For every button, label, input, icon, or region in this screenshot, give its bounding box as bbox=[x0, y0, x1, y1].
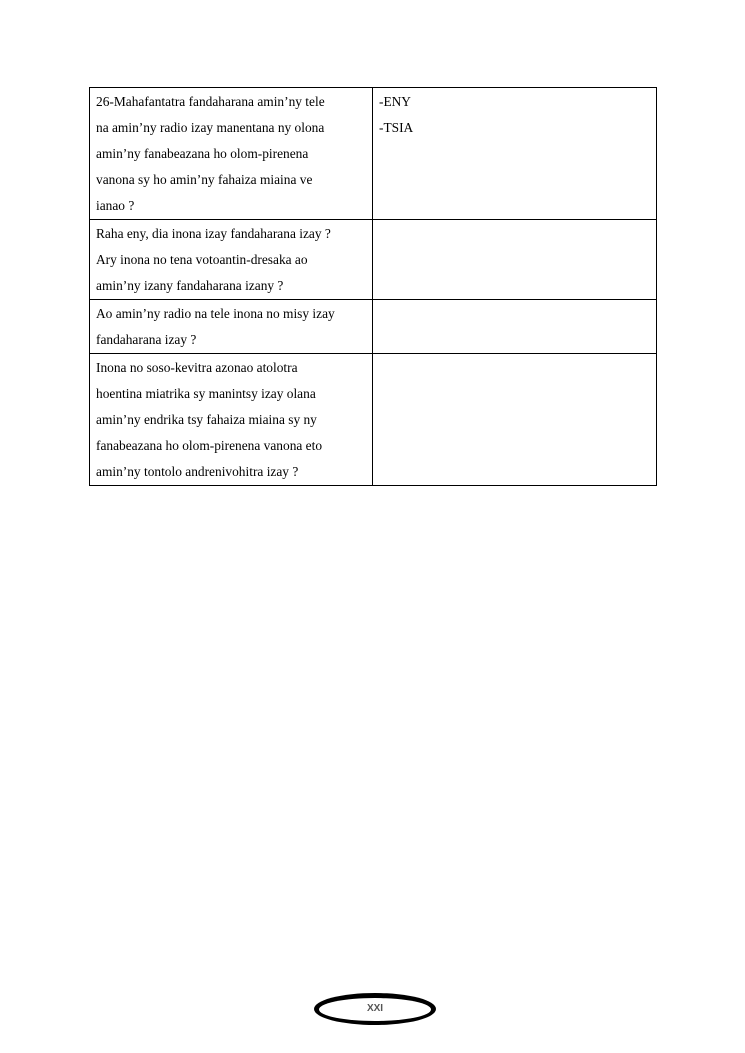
page-number: XXI bbox=[366, 1003, 384, 1014]
answer-option-yes: -ENY bbox=[379, 94, 411, 109]
question-line: fandaharana izay ? bbox=[96, 332, 197, 347]
answer-cell bbox=[373, 354, 657, 486]
table-row bbox=[90, 88, 657, 220]
question-line: hoentina miatrika sy manintsy izay olana bbox=[96, 386, 316, 401]
question-line: Ao amin’ny radio na tele inona no misy izay bbox=[96, 306, 335, 321]
survey-table bbox=[89, 87, 657, 486]
question-line: amin’ny endrika tsy fahaiza miaina sy ny bbox=[96, 412, 317, 427]
question-cell bbox=[90, 300, 373, 354]
question-cell bbox=[90, 88, 373, 220]
question-line: Raha eny, dia inona izay fandaharana izay ? bbox=[96, 226, 331, 241]
answer-cell bbox=[373, 88, 657, 220]
table-row bbox=[90, 220, 657, 300]
question-line: Ary inona no tena votoantin-dresaka ao bbox=[96, 252, 308, 267]
question-line: ianao ? bbox=[96, 198, 135, 213]
question-line: amin’ny izany fandaharana izany ? bbox=[96, 278, 284, 293]
answer-cell bbox=[373, 300, 657, 354]
question-cell bbox=[90, 220, 373, 300]
table-row bbox=[90, 300, 657, 354]
question-line: fanabeazana ho olom-pirenena vanona eto bbox=[96, 438, 323, 453]
question-line: 26-Mahafantatra fandaharana amin’ny tele bbox=[96, 94, 325, 109]
answer-option-no: -TSIA bbox=[379, 120, 414, 135]
question-line: amin’ny tontolo andrenivohitra izay ? bbox=[96, 464, 299, 479]
question-line: amin’ny fanabeazana ho olom-pirenena bbox=[96, 146, 309, 161]
answer-cell bbox=[373, 220, 657, 300]
question-line: Inona no soso-kevitra azonao atolotra bbox=[96, 360, 298, 375]
question-line: vanona sy ho amin’ny fahaiza miaina ve bbox=[96, 172, 313, 187]
page-number-badge bbox=[312, 991, 438, 1027]
table-row bbox=[90, 354, 657, 486]
question-cell bbox=[90, 354, 373, 486]
question-line: na amin’ny radio izay manentana ny olona bbox=[96, 120, 325, 135]
